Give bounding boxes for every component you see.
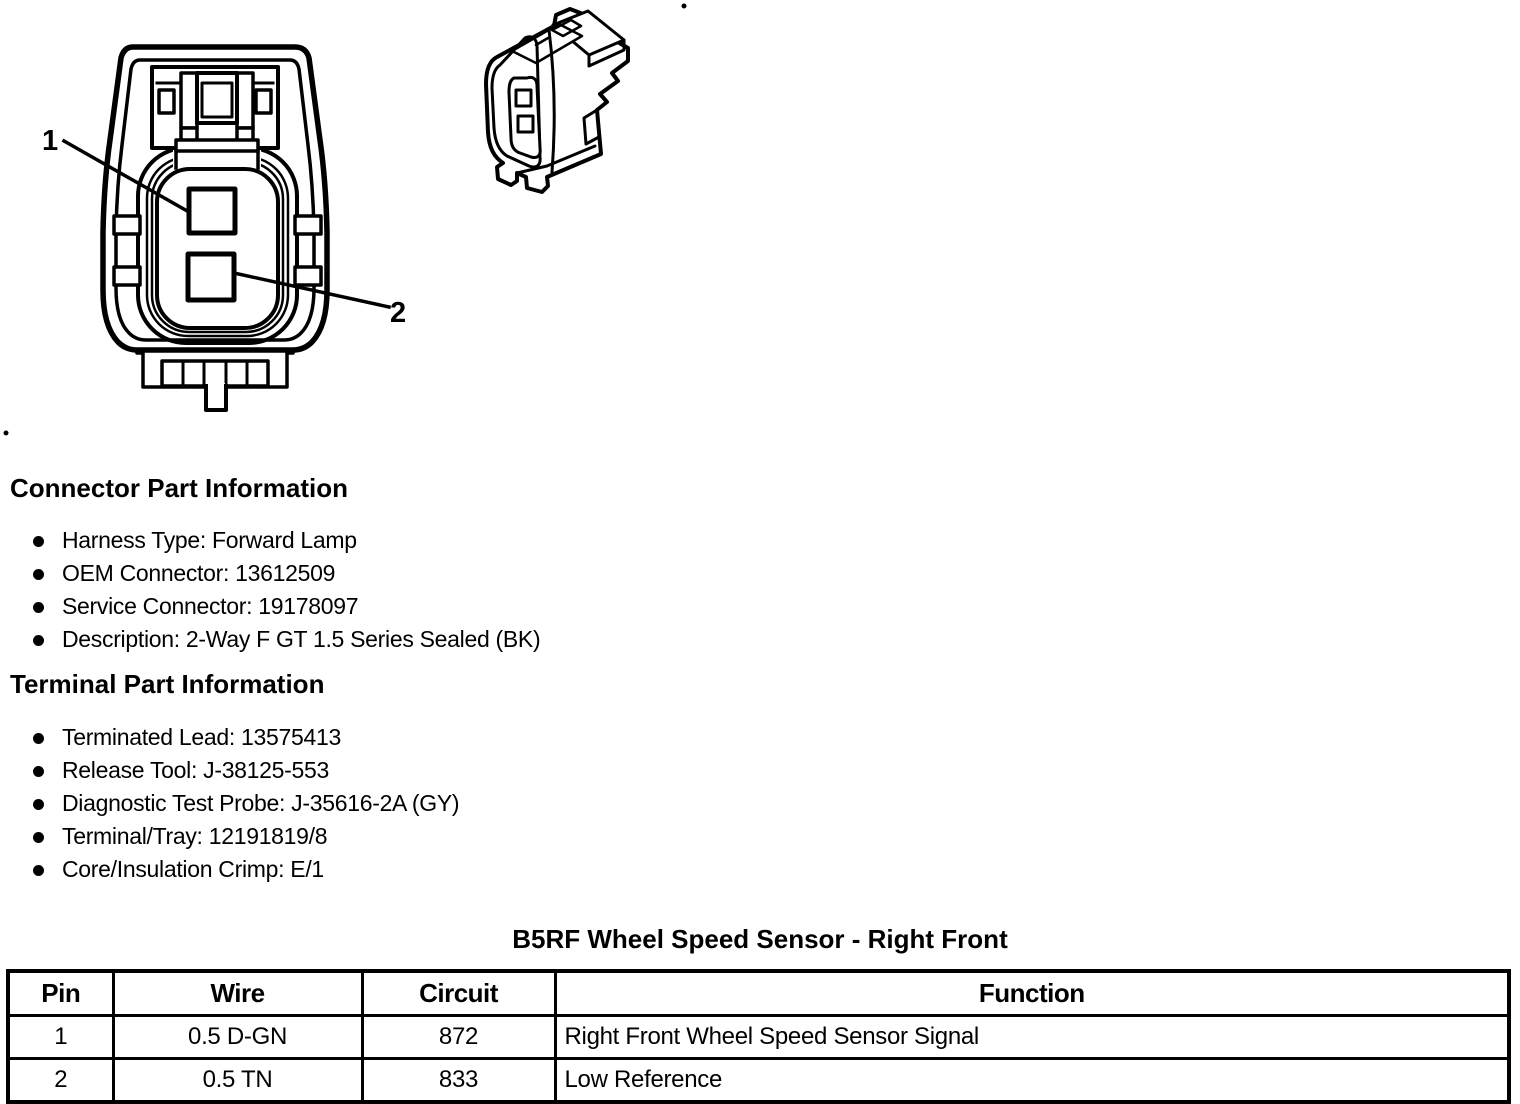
bullet-icon bbox=[33, 832, 44, 843]
description-item: Description: 2-Way F GT 1.5 Series Sealed (BK) bbox=[62, 626, 541, 652]
harness-type-item: Harness Type: Forward Lamp bbox=[62, 527, 357, 553]
latch-hook-left bbox=[159, 90, 174, 113]
latch-hook-right bbox=[256, 90, 271, 113]
connector-part-info-heading: Connector Part Information bbox=[10, 473, 349, 503]
table-header-row bbox=[8, 971, 1509, 1016]
function-cell: Right Front Wheel Speed Sensor Signal bbox=[555, 1016, 1509, 1059]
pin-cell: 2 bbox=[8, 1059, 113, 1103]
wire-cell: 0.5 D-GN bbox=[113, 1016, 362, 1059]
column-header-function: Function bbox=[555, 971, 1509, 1016]
index-bump-right-upper bbox=[295, 216, 321, 234]
bullet-icon bbox=[33, 569, 44, 580]
index-bump-left-upper bbox=[114, 216, 140, 234]
wire-cell: 0.5 TN bbox=[113, 1059, 362, 1103]
service-connector-item: Service Connector: 19178097 bbox=[62, 593, 359, 619]
bullet-icon bbox=[33, 635, 44, 646]
terminal-1-label: 1 bbox=[42, 125, 59, 157]
terminal-2-cavity bbox=[188, 254, 234, 300]
circuit-cell: 872 bbox=[362, 1016, 555, 1059]
release-tool-item: Release Tool: J-38125-553 bbox=[62, 757, 329, 783]
pinout-table bbox=[6, 969, 1511, 1104]
terminal-2-label: 2 bbox=[390, 297, 407, 329]
latch-rail-left bbox=[181, 73, 197, 128]
core-insulation-crimp-item: Core/Insulation Crimp: E/1 bbox=[62, 856, 324, 882]
bullet-icon bbox=[33, 536, 44, 547]
pinout-table-title: B5RF Wheel Speed Sensor - Right Front bbox=[512, 924, 1008, 954]
bullet-icon bbox=[33, 799, 44, 810]
bullet-icon bbox=[33, 766, 44, 777]
iso-terminal-slot-2 bbox=[518, 116, 533, 132]
bullet-icon bbox=[33, 865, 44, 876]
column-header-wire: Wire bbox=[113, 971, 362, 1016]
stray-dot-top bbox=[682, 4, 687, 9]
connector-side-view-drawing bbox=[486, 9, 628, 192]
bullet-icon bbox=[33, 602, 44, 613]
latch-base-bar bbox=[176, 140, 258, 151]
stray-dot-left bbox=[4, 431, 9, 436]
table-row bbox=[8, 1016, 1509, 1059]
table-row bbox=[8, 1059, 1509, 1103]
terminated-lead-item: Terminated Lead: 13575413 bbox=[62, 724, 341, 750]
column-header-circuit: Circuit bbox=[362, 971, 555, 1016]
terminal-part-info-heading: Terminal Part Information bbox=[10, 669, 325, 699]
bullet-icon bbox=[33, 733, 44, 744]
terminal-1-cavity bbox=[189, 189, 235, 233]
connector-front-view-drawing bbox=[64, 47, 389, 410]
index-bump-right-lower bbox=[295, 267, 321, 285]
oem-connector-item: OEM Connector: 13612509 bbox=[62, 560, 336, 586]
column-header-pin: Pin bbox=[8, 971, 113, 1016]
index-bump-left-lower bbox=[114, 267, 140, 285]
diagnostic-test-probe-item: Diagnostic Test Probe: J-35616-2A (GY) bbox=[62, 790, 460, 816]
connector-diagrams bbox=[0, 0, 760, 460]
base-vent-strip bbox=[162, 361, 268, 386]
base-tab-mask bbox=[207, 383, 225, 409]
iso-terminal-slot-1 bbox=[516, 90, 531, 106]
terminal-tray-item: Terminal/Tray: 12191819/8 bbox=[62, 823, 328, 849]
pin-cell: 1 bbox=[8, 1016, 113, 1059]
function-cell: Low Reference bbox=[555, 1059, 1509, 1103]
latch-rail-right bbox=[237, 73, 253, 128]
circuit-cell: 833 bbox=[362, 1059, 555, 1103]
